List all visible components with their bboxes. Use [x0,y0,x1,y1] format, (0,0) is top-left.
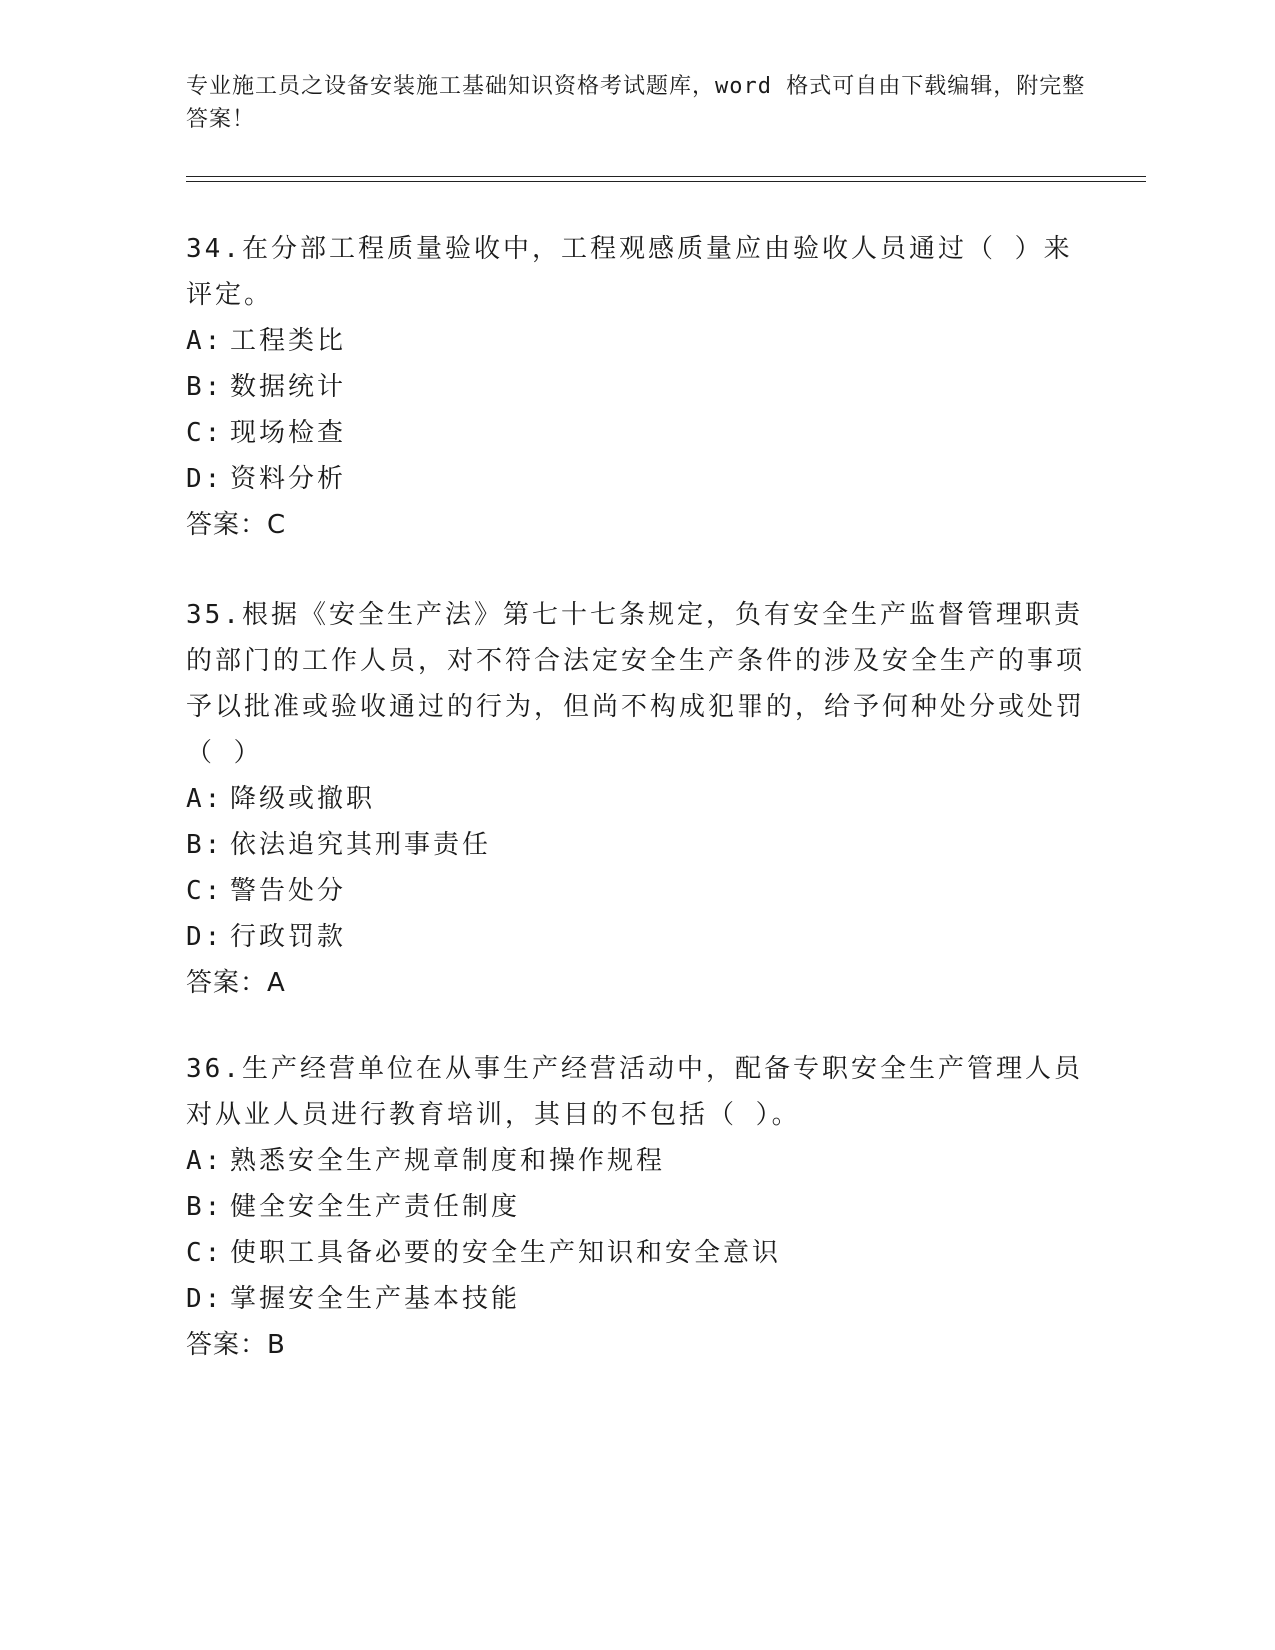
answer-line: 答案：A [186,968,286,998]
option-text: 使职工具备必要的安全生产知识和安全意识 [230,1238,782,1268]
option-key: C: [186,876,224,906]
option-text: 依法追究其刑事责任 [230,830,492,860]
option-a [186,1138,1086,1184]
option-text: 行政罚款 [230,922,347,952]
option-text: 降级或撤职 [230,784,376,814]
option-text: 数据统计 [230,372,347,402]
option-text: 掌握安全生产基本技能 [230,1284,521,1314]
option-text: 现场检查 [230,418,347,448]
option-text: 资料分析 [230,464,347,494]
option-b [186,822,1086,868]
answer-line: 答案：C [186,510,287,540]
option-key: D: [186,464,224,494]
option-c [186,1230,1086,1276]
option-key: D: [186,1284,224,1314]
option-key: C: [186,1238,224,1268]
option-key: B: [186,1192,224,1222]
question-34 [186,226,1086,548]
option-a [186,318,1086,364]
option-text: 工程类比 [230,326,347,356]
question-stem: 35.根据《安全生产法》第七十七条规定，负有安全生产监督管理职责的部门的工作人员，对不符合法定安全生产条件的涉及安全生产的事项予以批准或验收通过的行为，但尚不构成犯罪的，给予何种处分或处罚（ ） [186,600,1086,768]
document-header [186,70,1086,136]
option-d [186,456,1086,502]
option-text: 熟悉安全生产规章制度和操作规程 [230,1146,666,1176]
option-d [186,914,1086,960]
option-key: B: [186,830,224,860]
option-text: 警告处分 [230,876,347,906]
header-divider-top [186,176,1146,177]
option-d [186,1276,1086,1322]
header-text: 专业施工员之设备安装施工基础知识资格考试题库，word 格式可自由下载编辑，附完整答案！ [186,74,1086,132]
option-c [186,410,1086,456]
option-b [186,364,1086,410]
header-divider-bottom [186,181,1146,182]
option-a [186,776,1086,822]
question-35 [186,592,1086,1006]
option-b [186,1184,1086,1230]
question-36 [186,1046,1086,1368]
answer-line: 答案：B [186,1330,286,1360]
option-c [186,868,1086,914]
option-key: A: [186,326,224,356]
option-key: A: [186,784,224,814]
option-key: C: [186,418,224,448]
option-key: D: [186,922,224,952]
option-key: A: [186,1146,224,1176]
option-key: B: [186,372,224,402]
question-stem: 36.生产经营单位在从事生产经营活动中，配备专职安全生产管理人员对从业人员进行教育培训，其目的不包括（ ）。 [186,1054,1083,1130]
option-text: 健全安全生产责任制度 [230,1192,521,1222]
question-stem: 34.在分部工程质量验收中，工程观感质量应由验收人员通过（ ）来评定。 [186,234,1073,310]
